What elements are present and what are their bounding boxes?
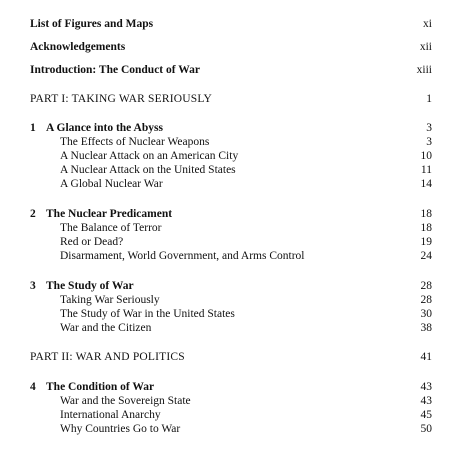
- entry-title: Acknowledgements: [30, 41, 126, 53]
- section-title: Taking War Seriously: [60, 294, 160, 306]
- section-page: 38: [420, 322, 432, 334]
- toc-section: [0, 163, 452, 177]
- toc-section: [0, 149, 452, 163]
- section-page: 11: [420, 164, 432, 176]
- toc-section: [0, 422, 452, 436]
- chapter-number: 2: [30, 208, 36, 220]
- section-title: The Effects of Nuclear Weapons: [60, 136, 210, 148]
- toc-section: [0, 321, 452, 335]
- toc-section: [0, 177, 452, 191]
- entry-title: Introduction: The Conduct of War: [30, 64, 200, 76]
- section-title: Red or Dead?: [60, 236, 124, 248]
- section-title: A Global Nuclear War: [60, 178, 163, 190]
- chapter-page: 43: [420, 381, 432, 393]
- section-page: 45: [420, 409, 432, 421]
- toc-section: [0, 307, 452, 321]
- section-title: The Balance of Terror: [60, 222, 162, 234]
- section-page: 24: [420, 250, 432, 262]
- section-page: 18: [420, 222, 432, 234]
- toc-section: [0, 221, 452, 235]
- section-page: 3: [426, 136, 432, 148]
- toc-entry-front-matter: [0, 40, 452, 54]
- section-title: A Nuclear Attack on an American City: [60, 150, 239, 162]
- section-title: Why Countries Go to War: [60, 423, 181, 435]
- toc-chapter-heading: [0, 121, 452, 135]
- section-page: 43: [420, 395, 432, 407]
- chapter-title: A Glance into the Abyss: [46, 122, 163, 134]
- section-page: 10: [420, 150, 432, 162]
- section-page: 50: [420, 423, 432, 435]
- toc-section: [0, 293, 452, 307]
- toc-chapter-heading: [0, 380, 452, 394]
- entry-page: xiii: [416, 64, 432, 76]
- section-title: International Anarchy: [60, 409, 161, 421]
- chapter-title: The Study of War: [46, 280, 134, 292]
- part-title: PART II: WAR AND POLITICS: [30, 351, 185, 363]
- part-page: 1: [426, 93, 432, 105]
- entry-page: xii: [419, 41, 432, 53]
- chapter-title: The Nuclear Predicament: [46, 208, 173, 220]
- section-page: 14: [420, 178, 432, 190]
- toc-section: [0, 249, 452, 263]
- chapter-page: 28: [420, 280, 432, 292]
- section-page: 19: [420, 236, 432, 248]
- section-title: A Nuclear Attack on the United States: [60, 164, 236, 176]
- toc-section: [0, 408, 452, 422]
- chapter-number: 3: [30, 280, 36, 292]
- part-page: 41: [420, 351, 432, 363]
- toc-entry-front-matter: [0, 17, 452, 31]
- section-title: War and the Citizen: [60, 322, 152, 334]
- toc-section: [0, 135, 452, 149]
- toc-part-heading: [0, 350, 452, 364]
- entry-page: xi: [423, 18, 432, 30]
- chapter-page: 3: [426, 122, 432, 134]
- section-page: 30: [420, 308, 432, 320]
- toc-entry-front-matter: [0, 63, 452, 77]
- section-page: 28: [420, 294, 432, 306]
- section-title: War and the Sovereign State: [60, 395, 191, 407]
- chapter-page: 18: [420, 208, 432, 220]
- toc-chapter-heading: [0, 279, 452, 293]
- section-title: The Study of War in the United States: [60, 308, 235, 320]
- entry-title: List of Figures and Maps: [30, 18, 154, 30]
- chapter-number: 1: [30, 122, 36, 134]
- part-title: PART I: TAKING WAR SERIOUSLY: [30, 93, 212, 105]
- chapter-number: 4: [30, 381, 36, 393]
- toc-part-heading: [0, 92, 452, 106]
- toc-section: [0, 394, 452, 408]
- chapter-title: The Condition of War: [46, 381, 155, 393]
- toc-section: [0, 235, 452, 249]
- section-title: Disarmament, World Government, and Arms Control: [60, 250, 305, 262]
- toc-chapter-heading: [0, 207, 452, 221]
